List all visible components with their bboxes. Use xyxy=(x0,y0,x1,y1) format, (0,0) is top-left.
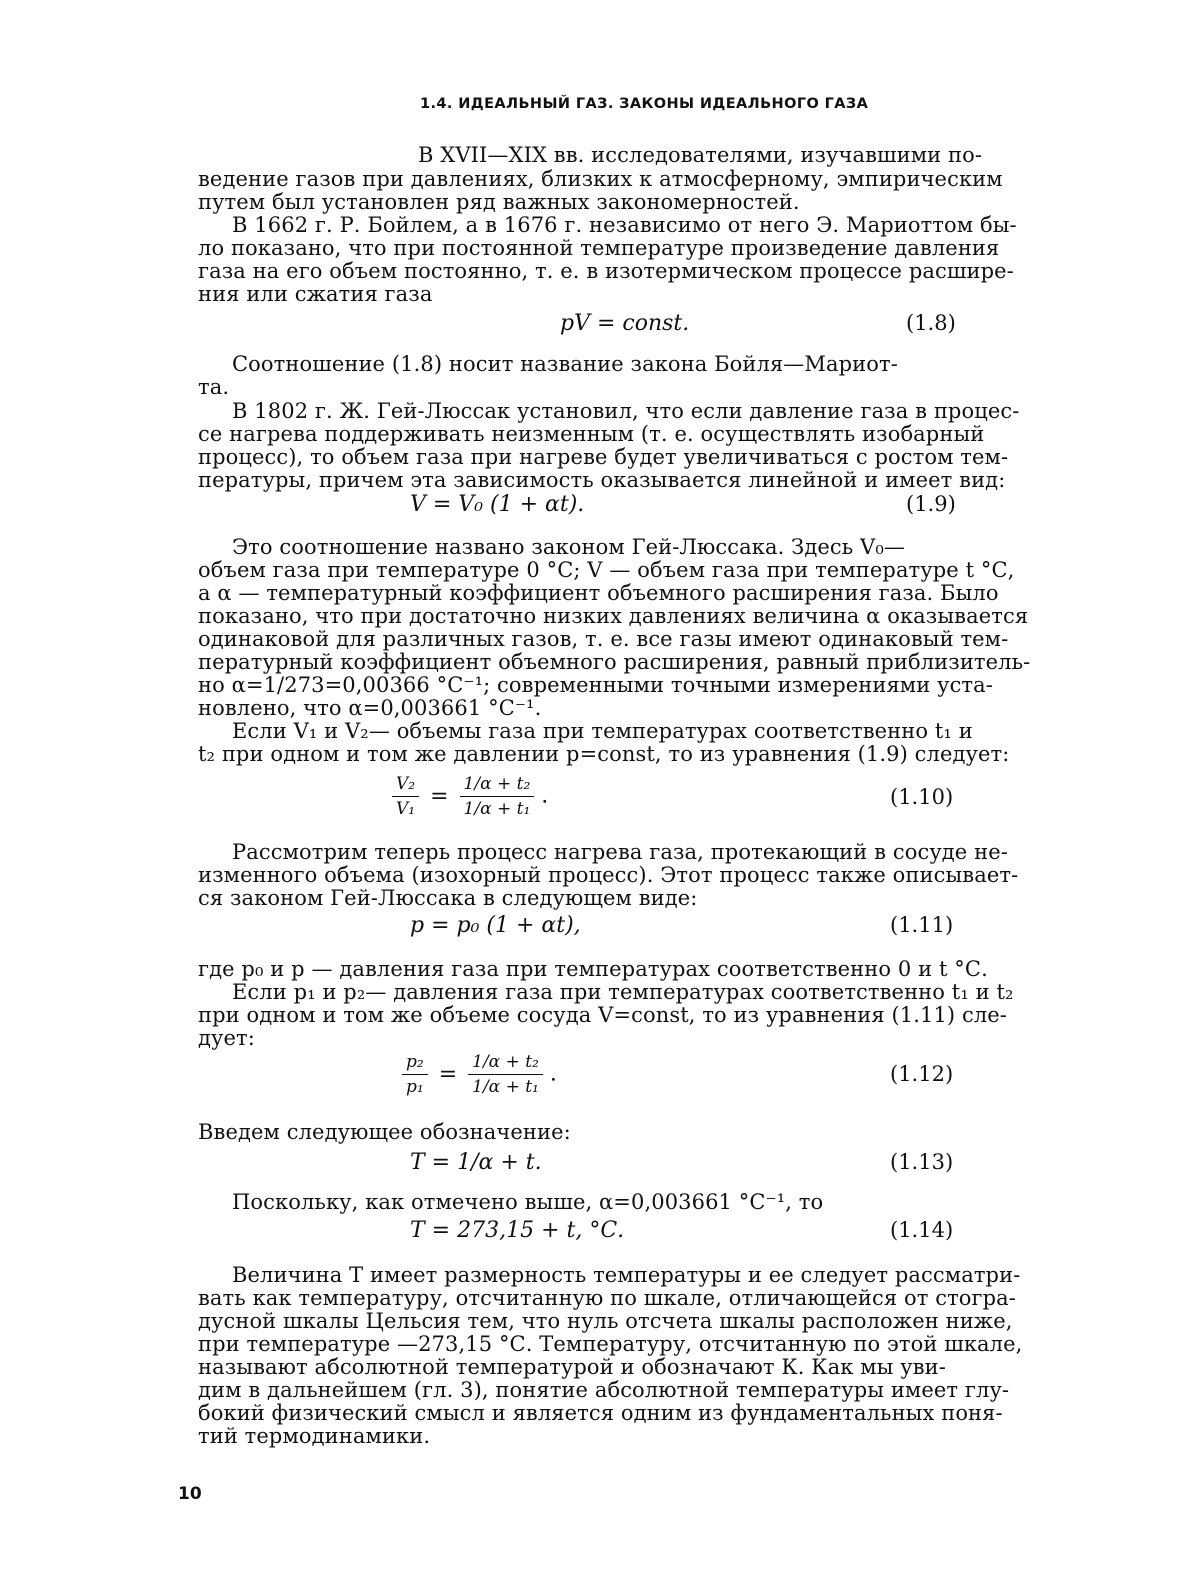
text-line: газа на его объем постоянно, т. е. в изотермическом процессе расшире- xyxy=(198,259,1014,283)
text-line: тий термодинамики. xyxy=(198,1424,431,1448)
text-line: новлено, что α=0,003661 °С⁻¹. xyxy=(198,696,542,720)
equation-1-10 xyxy=(392,774,548,819)
equation-1-14: T = 273,15 + t, °С. xyxy=(410,1218,625,1243)
text-line: дусной шкалы Цельсия тем, что нуль отсчета шкалы расположен ниже, xyxy=(198,1309,1013,1333)
text-line: где p₀ и p — давления газа при температурах соответственно 0 и t °С. xyxy=(198,957,988,981)
text-line: а α — температурный коэффициент объемного расширения газа. Было xyxy=(198,581,999,605)
equation-1-9: V = V₀ (1 + αt). xyxy=(410,492,585,517)
text-line: Соотношение (1.8) носит название закона Бойля—Мариот- xyxy=(232,352,898,376)
text-line: но α=1/273=0,00366 °С⁻¹; современными точными измерениями уста- xyxy=(198,673,993,697)
text-line: В 1802 г. Ж. Гей-Люссак установил, что если давление газа в процес- xyxy=(232,399,1020,423)
text-line: ведение газов при давлениях, близких к атмосферному, эмпирическим xyxy=(198,167,1003,191)
numerator: 1/α + t₂ xyxy=(460,774,535,797)
equation-number: (1.12) xyxy=(890,1062,954,1086)
fraction xyxy=(392,774,419,819)
equation-number: (1.11) xyxy=(890,913,954,937)
section-heading: 1.4. ИДЕАЛЬНЫЙ ГАЗ. ЗАКОНЫ ИДЕАЛЬНОГО ГАЗА xyxy=(420,96,869,112)
equation-1-11: p = p₀ (1 + αt), xyxy=(410,913,581,938)
numerator: 1/α + t₂ xyxy=(468,1052,543,1075)
text-line: ся законом Гей-Люссака в следующем виде: xyxy=(198,886,698,910)
text-line: t₂ при одном и том же давлении p=const, то из уравнения (1.9) следует: xyxy=(198,742,1010,766)
text-line: Рассмотрим теперь процесс нагрева газа, протекающий в сосуде не- xyxy=(232,840,1008,864)
text-line: пературный коэффициент объемного расширения, равный приблизитель- xyxy=(198,650,1031,674)
text-line: при одном и том же объеме сосуда V=const, то из уравнения (1.11) сле- xyxy=(198,1003,1008,1027)
text-line: изменного объема (изохорный процесс). Этот процесс также описывает- xyxy=(198,863,1019,887)
denominator: V₁ xyxy=(396,799,416,819)
text-line: Если V₁ и V₂— объемы газа при температурах соответственно t₁ и xyxy=(232,719,973,743)
text-line: процесс), то объем газа при нагреве будет увеличиваться с ростом тем- xyxy=(198,445,1009,469)
equation-1-12 xyxy=(402,1052,557,1097)
denominator: p₁ xyxy=(406,1077,424,1097)
denominator: 1/α + t₁ xyxy=(472,1077,539,1097)
fraction xyxy=(468,1052,543,1097)
equals-sign: = xyxy=(438,1061,458,1087)
text-line: путем был установлен ряд важных закономерностей. xyxy=(198,190,800,214)
equation-number: (1.9) xyxy=(906,492,956,516)
text-line: дует: xyxy=(198,1026,255,1050)
text-line: дим в дальнейшем (гл. 3), понятие абсолютной температуры имеет глу- xyxy=(198,1378,1010,1402)
text-line: Если p₁ и p₂— давления газа при температурах соответственно t₁ и t₂ xyxy=(232,980,1014,1004)
text-line: Введем следующее обозначение: xyxy=(198,1120,571,1144)
period: . xyxy=(541,783,549,809)
equation-number: (1.8) xyxy=(906,311,956,335)
text-line: показано, что при достаточно низких давлениях величина α оказывается xyxy=(198,604,1029,628)
text-line: та. xyxy=(198,375,230,399)
text-line: В 1662 г. Р. Бойлем, а в 1676 г. независимо от него Э. Мариоттом бы- xyxy=(232,213,1017,237)
text-line: одинаковой для различных газов, т. е. все газы имеют одинаковый тем- xyxy=(198,627,1009,651)
numerator: V₂ xyxy=(392,774,419,797)
equation-1-13: T = 1/α + t. xyxy=(410,1150,542,1175)
text-line: В XVII—XIX вв. исследователями, изучавшими по- xyxy=(418,143,983,167)
period: . xyxy=(549,1061,557,1087)
page-number: 10 xyxy=(178,1484,202,1504)
text-line: называют абсолютной температурой и обозначают К. Как мы уви- xyxy=(198,1355,946,1379)
text-line: Поскольку, как отмечено выше, α=0,003661 °С⁻¹, то xyxy=(232,1190,824,1214)
fraction xyxy=(402,1052,428,1097)
text-line: объем газа при температуре 0 °С; V — объем газа при температуре t °С, xyxy=(198,558,1015,582)
equation-number: (1.13) xyxy=(890,1150,954,1174)
denominator: 1/α + t₁ xyxy=(463,799,531,819)
equation-1-8: pV = const. xyxy=(560,311,690,336)
text-line: при температуре —273,15 °С. Температуру, отсчитанную по этой шкале, xyxy=(198,1332,1023,1356)
equation-number: (1.10) xyxy=(890,785,954,809)
text-line: вать как температуру, отсчитанную по шкале, отличающейся от стогра- xyxy=(198,1286,1016,1310)
equals-sign: = xyxy=(430,783,449,809)
text-line: пературы, причем эта зависимость оказывается линейной и имеет вид: xyxy=(198,468,1006,492)
equation-number: (1.14) xyxy=(890,1218,954,1242)
text-line: ло показано, что при постоянной температуре произведение давления xyxy=(198,236,1000,260)
text-line: бокий физический смысл и является одним из фундаментальных поня- xyxy=(198,1401,1003,1425)
text-line: ния или сжатия газа xyxy=(198,282,433,306)
numerator: p₂ xyxy=(402,1052,428,1075)
fraction xyxy=(460,774,535,819)
text-line: се нагрева поддерживать неизменным (т. е. осуществлять изобарный xyxy=(198,422,985,446)
text-line: Это соотношение названо законом Гей-Люссака. Здесь V₀— xyxy=(232,535,905,559)
text-line: Величина T имеет размерность температуры и ее следует рассматри- xyxy=(232,1263,1021,1287)
